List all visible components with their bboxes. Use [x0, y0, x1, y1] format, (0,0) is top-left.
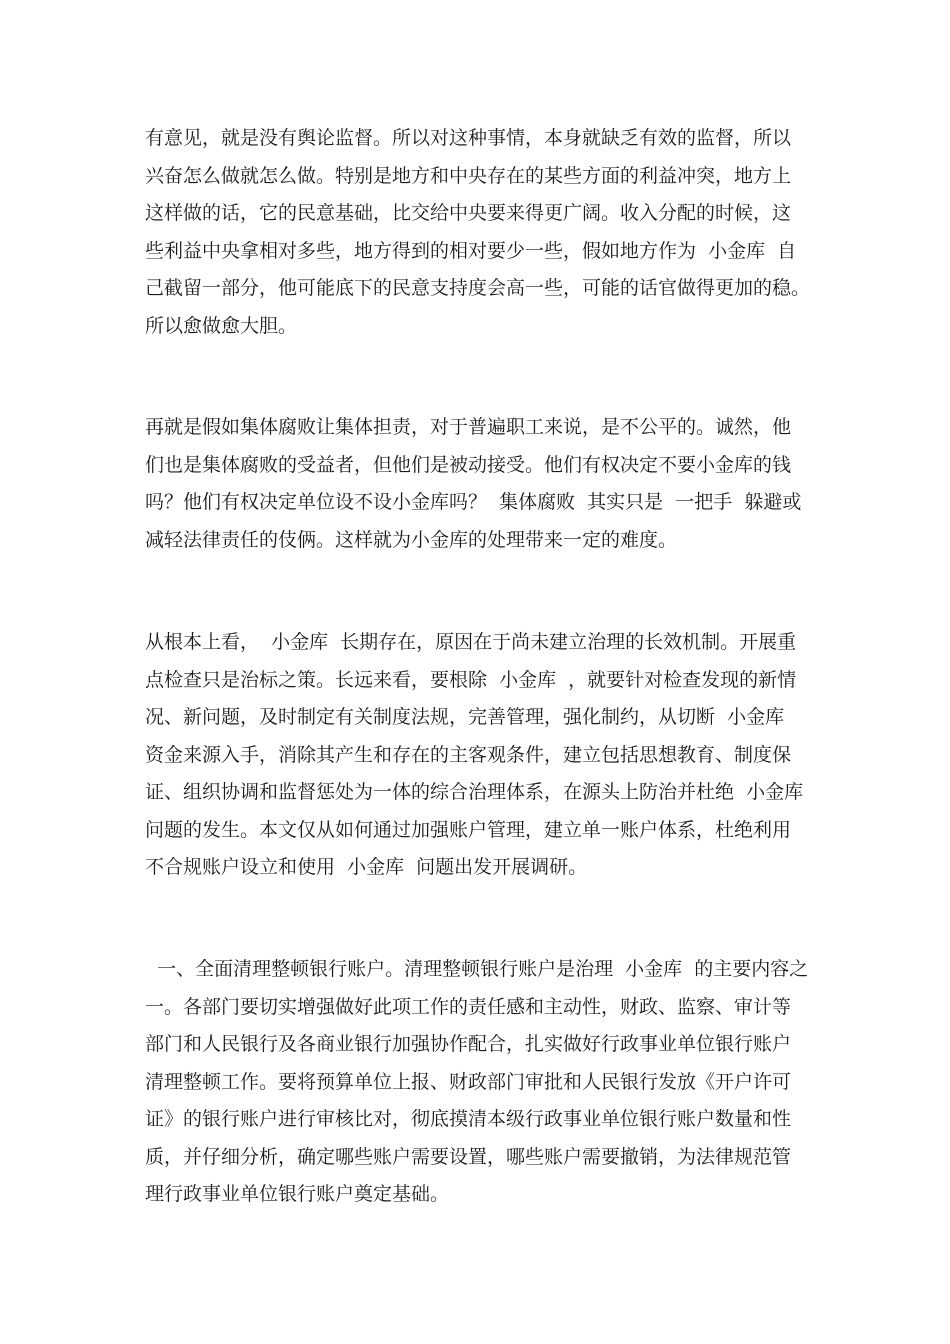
paragraph-long-term-mechanism	[145, 624, 810, 887]
text-line: 减轻法律责任的伎俩。这样就为小金库的处理带来一定的难度。	[145, 528, 678, 551]
text-line: 理行政事业单位银行账户奠定基础。	[145, 1183, 450, 1205]
text-line: 部门和人民银行及各商业银行加强协作配合，扎实做好行政事业单位银行账户	[145, 1033, 792, 1055]
paragraph-public-opinion	[145, 120, 810, 345]
text-line: 不合规账户设立和使用 小金库 问题出发开展调研。	[145, 856, 588, 878]
text-line: 质，并仔细分析，确定哪些账户需要设置，哪些账户需要撤销，为法律规范管	[145, 1145, 792, 1168]
text-line: 证》的银行账户进行审核比对，彻底摸清本级行政事业单位银行账户数量和性	[145, 1108, 792, 1130]
text-line: 所以愈做愈大胆。	[145, 314, 298, 337]
text-line: 证、组织协调和监督惩处为一体的综合治理体系，在源头上防治并杜绝 小金库	[145, 781, 804, 803]
paragraph-collective-responsibility	[145, 409, 810, 559]
text-line: 兴奋怎么做就怎么做。特别是地方和中央存在的某些方面的利益冲突，地方上	[145, 164, 792, 187]
text-line: 况、新问题，及时制定有关制度法规，完善管理，强化制约，从切断 小金库	[145, 706, 785, 728]
paragraph-section-one	[145, 951, 810, 1214]
text-line: 有意见，就是没有舆论监督。所以对这种事情，本身就缺乏有效的监督，所以	[145, 127, 792, 149]
text-line: 吗？他们有权决定单位设不设小金库吗？ 集体腐败 其实只是 一把手 躲避或	[145, 491, 802, 513]
text-line: 一。各部门要切实增强做好此项工作的责任感和主动性，财政、监察、审计等	[145, 995, 792, 1018]
text-line: 再就是假如集体腐败让集体担责，对于普遍职工来说，是不公平的。诚然，他	[145, 416, 792, 438]
text-line: 点检查只是治标之策。长远来看，要根除 小金库 ，就要针对检查发现的新情	[145, 668, 797, 691]
text-line: 些利益中央拿相对多些，地方得到的相对要少一些，假如地方作为 小金库 自	[145, 239, 797, 262]
text-line: 这样做的话，它的民意基础，比交给中央要来得更广阔。收入分配的时候，这	[145, 202, 792, 224]
text-line: 问题的发生。本文仅从如何通过加强账户管理，建立单一账户体系，杜绝利用	[145, 818, 792, 841]
text-line: 资金来源入手，消除其产生和存在的主客观条件，建立包括思想教育、制度保	[145, 743, 792, 766]
text-line: 己截留一部分，他可能底下的民意支持度会高一些，可能的话官做得更加的稳。	[145, 277, 811, 299]
text-line: 从根本上看， 小金库 长期存在，原因在于尚未建立治理的长效机制。开展重	[145, 631, 797, 653]
text-line: 们也是集体腐败的受益者，但他们是被动接受。他们有权决定不要小金库的钱	[145, 453, 792, 476]
text-line: 清理整顿工作。要将预算单位上报、财政部门审批和人民银行发放《开户许可	[145, 1070, 792, 1093]
text-line: 一、全面清理整顿银行账户。清理整顿银行账户是治理 小金库 的主要内容之	[145, 958, 809, 980]
